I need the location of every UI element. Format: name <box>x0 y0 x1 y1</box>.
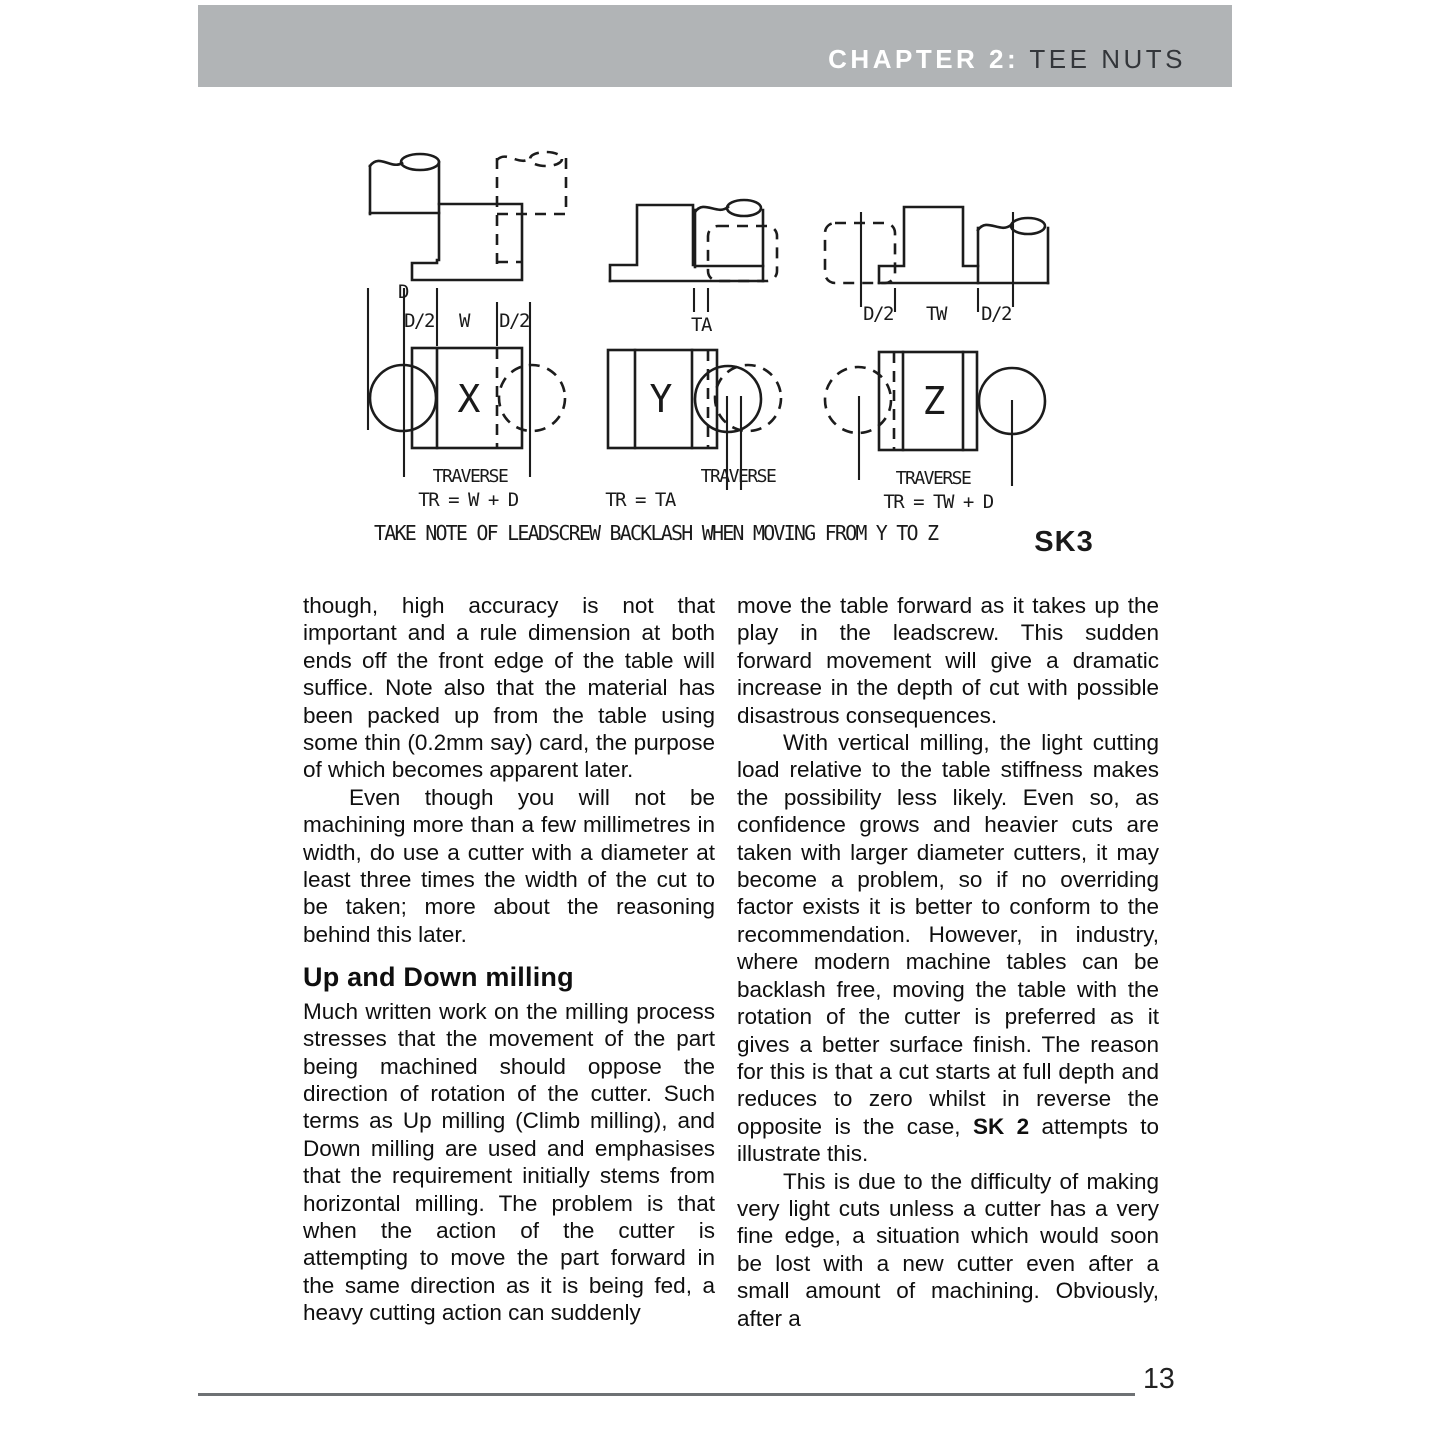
dim-label-ta: TA <box>691 314 711 336</box>
figure-sk3-drawing <box>300 130 1160 570</box>
left-paragraph-1: though, high accuracy is not that important and a rule dimension at both ends off the front edge of the table will suffice. Note also that the material has been packed up from the table using some thin (0.2mm say) card, the purpose of which becomes apparent later. <box>303 593 715 783</box>
page-number: 13 <box>1143 1363 1175 1395</box>
section-heading-up-and-down-milling: Up and Down milling <box>303 962 574 993</box>
right-column <box>737 592 1159 1332</box>
traverse-label-x: TRAVERSE <box>432 466 508 487</box>
position-label-y: Y <box>649 377 671 421</box>
dim-label-d2-left: D/2 <box>404 310 434 332</box>
chapter-title: TEE NUTS <box>1019 44 1186 74</box>
left-column <box>303 592 715 1327</box>
dim-label-d: D <box>398 281 408 303</box>
figure-group-x <box>368 152 566 511</box>
figure-caption: TAKE NOTE OF LEADSCREW BACKLASH WHEN MOVING FROM Y TO Z <box>374 521 938 545</box>
left-paragraph-3: Much written work on the milling process stresses that the movement of the part being machined should oppose the direction of rotation of the cutter. Such terms as Up milling (Climb milling), and Down milling are used and emphasises that the requirement initially stems from horizontal milling. The problem is that when the action of the cutter is attempting to move the part forward in the same direction as it is being fed, a heavy cutting action can suddenly <box>303 998 715 1326</box>
right-paragraph-2-tail: attempts to illustrate this. <box>737 1113 1159 1167</box>
formula-x: TR = W + D <box>418 489 518 511</box>
dim-label-d2-z-right: D/2 <box>981 303 1011 325</box>
traverse-label-y: TRAVERSE <box>700 466 776 487</box>
right-paragraph-2-text: With vertical milling, the light cutting load relative to the table stiffness makes the possibility less likely. Even so, as confidence grows and heavier cuts are taken with larger diameter cutters, it may become a problem, so if no overriding factor exists it is better to conform to the recommendation. However, in industry, where modern machine tables can be backlash free, moving the table with the rotation of the cutter is preferred as it gives a better surface finish. The reason for this is that a cut starts at full depth and reduces to zero whilst in reverse the opposite is the case, <box>737 730 1159 1139</box>
formula-y: TR = TA <box>605 489 675 511</box>
sketch-reference-sk2: SK 2 <box>972 1113 1030 1139</box>
footer-rule <box>198 1393 1135 1396</box>
figure-group-y <box>605 200 781 511</box>
dim-label-d2-z-left: D/2 <box>863 303 893 325</box>
dim-label-d2-right: D/2 <box>499 310 529 332</box>
figure-group-z <box>825 207 1048 513</box>
position-label-x: X <box>457 377 479 421</box>
traverse-label-z: TRAVERSE <box>895 468 971 489</box>
dim-label-w: W <box>459 310 469 332</box>
right-paragraph-2 <box>737 729 1159 1168</box>
right-paragraph-1: move the table forward as it takes up the play in the leadscrew. This sudden forward movement will give a dramatic increase in the depth of cut with possible disastrous consequences. <box>737 593 1159 728</box>
sketch-tag-sk3: SK3 <box>1034 526 1094 558</box>
left-paragraph-2: Even though you will not be machining more than a few millimetres in width, do use a cutter with a diameter at least three times the width of the cut to be taken; more about the reasoning behind this later. <box>303 784 715 947</box>
chapter-number: CHAPTER 2: <box>828 44 1020 74</box>
right-paragraph-3: This is due to the difficulty of making very light cuts unless a cutter has a very fine edge, a situation which would soon be lost with a new cutter even after a small amount of machining. Obviously, after a <box>737 1168 1159 1331</box>
formula-z: TR = TW + D <box>883 491 993 513</box>
dim-label-tw: TW <box>926 303 946 325</box>
figure-sk3 <box>300 130 1160 570</box>
position-label-z: Z <box>922 379 944 423</box>
chapter-header-bar <box>198 5 1232 87</box>
